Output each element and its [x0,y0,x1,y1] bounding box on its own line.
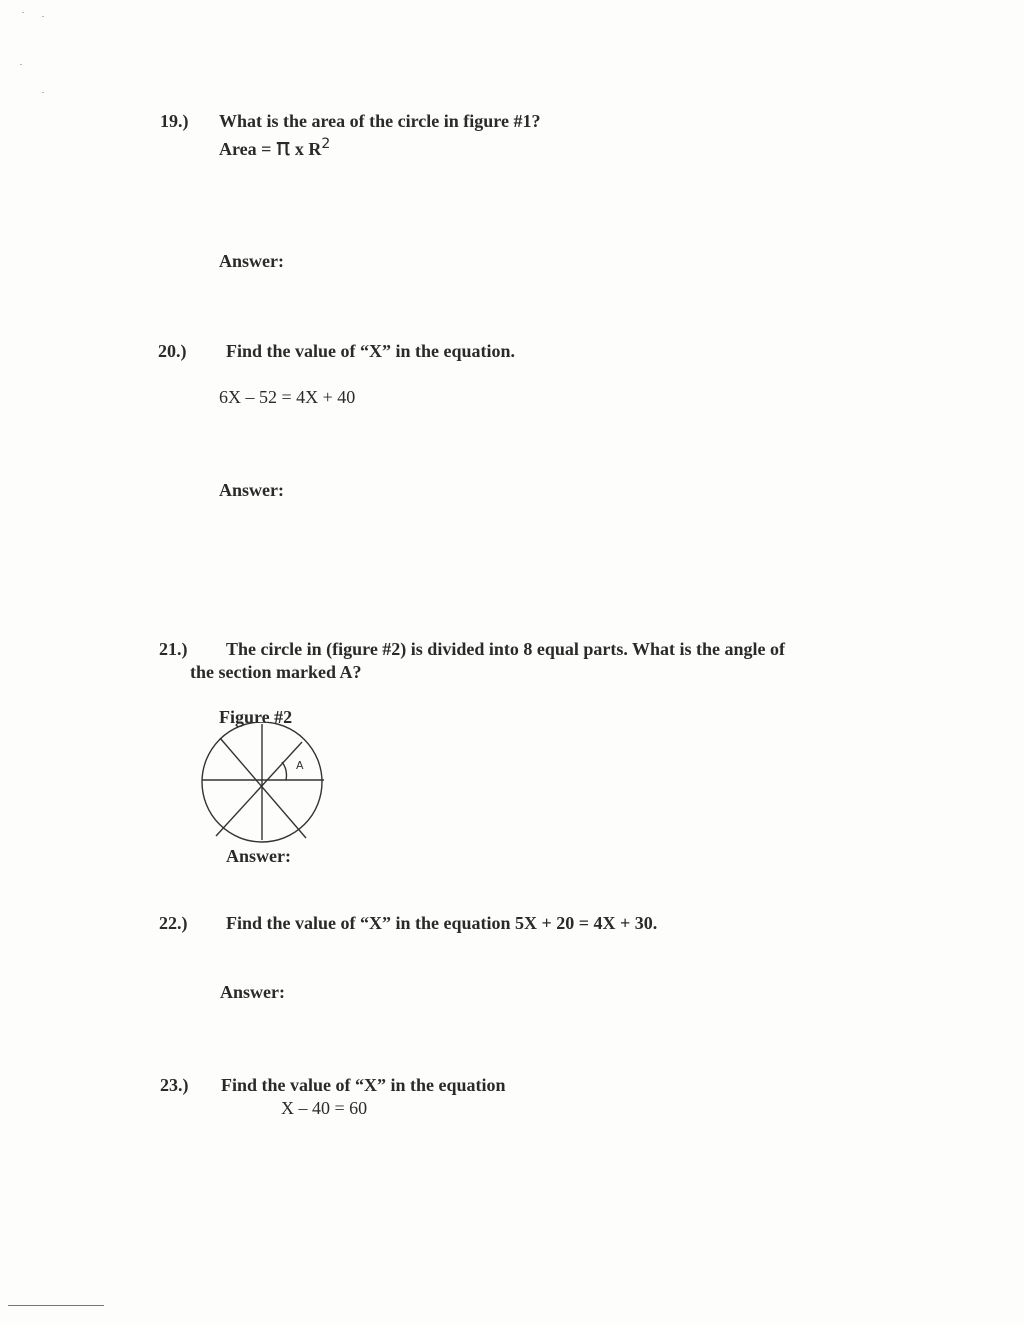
question-prompt-line2: the section marked A? [190,662,362,682]
question-prompt: Find the value of “X” in the equation [221,1075,506,1095]
handwritten-exponent: 2 [321,136,331,152]
bottom-edge-line [8,1305,104,1306]
formula-mid: x R [290,139,322,159]
answer-label: Answer: [219,480,284,500]
equation: X – 40 = 60 [281,1098,368,1118]
scan-speck [42,16,44,17]
question-prompt: Find the value of “X” in the equation 5X + 20 = 4X + 30. [226,913,658,933]
answer-label: Answer: [219,251,284,271]
question-number: 23.) [160,1075,189,1095]
scan-speck [20,64,22,65]
question-prompt: Find the value of “X” in the equation. [226,341,516,361]
area-formula [219,133,330,160]
figure-label: Figure #2 [219,707,293,727]
scan-speck [42,92,44,93]
answer-label: Answer: [220,982,285,1002]
question-number: 21.) [159,639,188,659]
question-prompt: What is the area of the circle in figure #1? [219,111,541,131]
scan-speck [22,12,24,13]
diagonal-divider [220,738,306,838]
answer-label: Answer: [226,846,291,866]
diagonal-divider [216,742,302,836]
angle-arc [282,762,287,780]
question-number: 22.) [159,913,188,933]
question-prompt-line1: The circle in (figure #2) is divided into 8 equal parts. What is the angle of [226,639,786,659]
divided-circle-figure [196,722,336,862]
formula-prefix: Area = [219,139,276,159]
equation: 6X – 52 = 4X + 40 [219,387,356,407]
question-number: 19.) [160,111,189,131]
angle-marker: A [296,759,304,772]
handwritten-pi: π [275,133,291,161]
question-number: 20.) [158,341,187,361]
